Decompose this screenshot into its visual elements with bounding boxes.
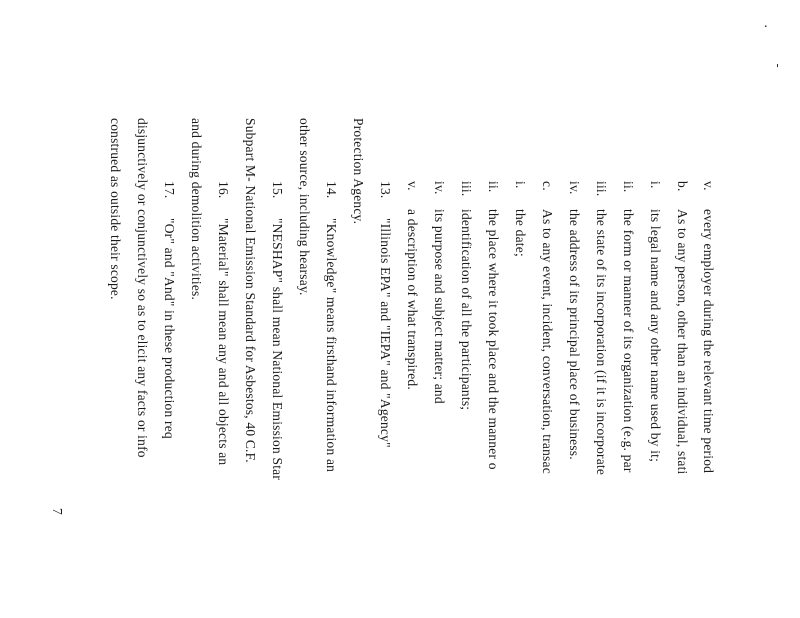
line-text: "NESHAP" shall mean National Emission Star: [270, 218, 285, 481]
item-number: b.: [675, 181, 690, 192]
line-text: Subpart M- National Emission Standard for Asbestos, 40 C.F.: [243, 118, 258, 463]
line-text: the date;: [513, 209, 528, 257]
line-text: the form or manner of its organization (e.g. par: [621, 209, 636, 473]
item-number: c.: [540, 181, 555, 191]
rotated-document-page: v. every employer during the relevant time period b. As to any person, other than an individual, stati i. its legal name and any other name used by it; ii. the form or manner of its organization (e.g. par iii. the state of its incorporation (if it is incorporate iv. the address of its principal place of business. c. As to any event, incident, conversation, transac i. the date; ii. the place where it took place and the manner o iii. identification of all the participants; iv. its purpose and subject matter; and v. a description of what transpired. 13. "Illinois EPA" and "IEPA" and "Agency" Protection Agency. 14. "Knowledge" means firsthand information an other source, including hearsay. 15. "NESHAP" shall mean National Emission Star Subpart M- National Emission Standard for Asbestos, 40 C.F. 16. "Material" shall mean any and all objects an and during demolition activities. 17. "Or" and "And" in these production req disjunctively or conjunctively so as to elicit any facts or info construed as outside their scope. 7 . -: [0, 0, 800, 618]
item-number: 14.: [324, 181, 339, 199]
item-number: iii.: [594, 181, 609, 197]
line-text: the place where it took place and the manner o: [486, 209, 501, 470]
line-text: construed as outside their scope.: [108, 118, 123, 300]
line-text: other source, including hearsay.: [297, 118, 312, 296]
item-number: iv.: [432, 181, 447, 195]
item-number: 16.: [216, 181, 231, 199]
item-number: v.: [405, 181, 420, 191]
line-text: the state of its incorporation (if it is incorporate: [594, 209, 609, 476]
line-text: the address of its principal place of business.: [567, 209, 582, 460]
line-text: "Or" and "And" in these production req: [162, 218, 177, 439]
line-text: As to any event, incident, conversation, transac: [540, 209, 555, 474]
item-number: 15.: [270, 181, 285, 199]
item-number: ii.: [486, 181, 501, 193]
item-number: 13.: [378, 181, 393, 199]
line-text: "Illinois EPA" and "IEPA" and "Agency": [378, 218, 393, 448]
line-text: "Knowledge" means firsthand information an: [324, 218, 339, 473]
item-number: iv.: [567, 181, 582, 195]
line-text: a description of what transpired.: [405, 209, 420, 390]
item-number: 17.: [162, 181, 177, 199]
item-number: v.: [701, 181, 716, 191]
line-text: As to any person, other than an individual, stati: [675, 209, 690, 475]
line-text: its legal name and any other name used by it;: [648, 209, 663, 463]
item-number: i.: [648, 181, 663, 189]
line-text: its purpose and subject matter; and: [432, 209, 447, 404]
item-number: ii.: [621, 181, 636, 193]
item-number: iii.: [459, 181, 474, 197]
line-text: "Material" shall mean any and all objects an: [216, 218, 231, 466]
stray-mark: -: [771, 63, 786, 68]
line-text: and during demolition activities.: [189, 118, 204, 301]
line-text: Protection Agency.: [351, 118, 366, 225]
line-text: every employer during the relevant time period: [701, 209, 716, 474]
line-text: identification of all the participants;: [459, 209, 474, 411]
stray-mark: .: [764, 16, 768, 31]
item-number: i.: [513, 181, 528, 189]
line-text: disjunctively or conjunctively so as to elicit any facts or info: [135, 118, 150, 458]
